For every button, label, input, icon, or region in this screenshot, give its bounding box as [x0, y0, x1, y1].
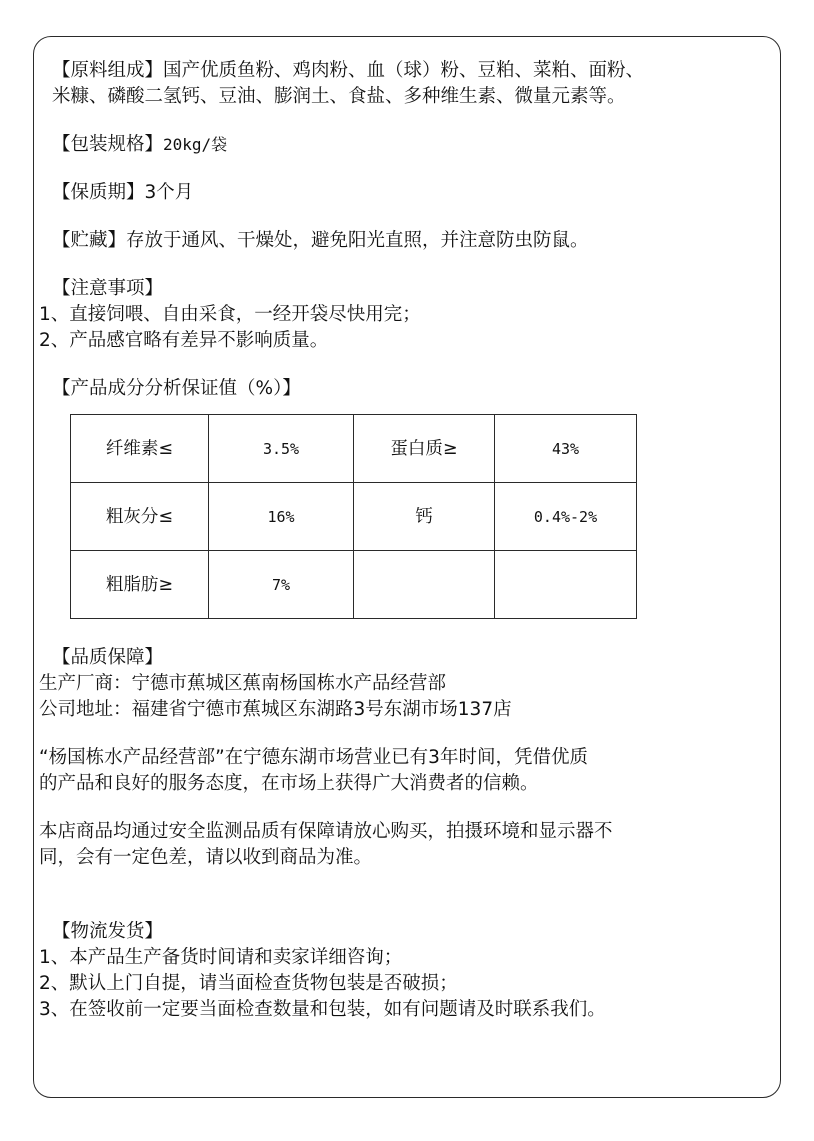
ingredients-title: 【原料组成】	[52, 60, 164, 81]
notes-section	[39, 276, 767, 354]
analysis-table	[70, 414, 637, 619]
notes-item: 2、产品感官略有差异不影响质量。	[39, 330, 329, 351]
table-cell: 16%	[209, 483, 354, 551]
shelf-life-title: 【保质期】	[52, 182, 145, 203]
table-cell: 粗脂肪≥	[71, 551, 209, 619]
table-row	[71, 415, 637, 483]
logistics-section	[39, 919, 767, 1023]
intro-line-1: “杨国栋水产品经营部”在宁德东湖市场营业已有3年时间，凭借优质	[39, 747, 588, 768]
table-cell	[354, 551, 495, 619]
logistics-item: 3、在签收前一定要当面检查数量和包装，如有问题请及时联系我们。	[39, 999, 606, 1020]
analysis-section	[52, 376, 767, 619]
table-cell: 纤维素≤	[71, 415, 209, 483]
quality-section	[39, 645, 767, 723]
ingredients-text-1: 国产优质鱼粉、鸡肉粉、血（球）粉、豆粕、菜粕、面粉、	[163, 60, 645, 81]
table-cell: 粗灰分≤	[71, 483, 209, 551]
table-row	[71, 551, 637, 619]
product-info-content	[39, 58, 767, 1023]
logistics-title: 【物流发货】	[52, 921, 164, 942]
shelf-life-section	[52, 180, 767, 206]
shelf-life-value: 3个月	[144, 182, 194, 203]
disclaimer-section	[39, 819, 767, 871]
storage-section	[52, 228, 767, 254]
storage-title: 【贮藏】	[52, 230, 127, 251]
notes-title: 【注意事项】	[52, 278, 164, 299]
intro-line-2: 的产品和良好的服务态度，在市场上获得广大消费者的信赖。	[39, 773, 539, 794]
table-cell: 43%	[495, 415, 637, 483]
logistics-item: 1、本产品生产备货时间请和卖家详细咨询；	[39, 947, 403, 968]
table-cell	[495, 551, 637, 619]
table-cell: 蛋白质≥	[354, 415, 495, 483]
intro-section	[39, 745, 767, 797]
ingredients-text-2: 米糠、磷酸二氢钙、豆油、膨润土、食盐、多种维生素、微量元素等。	[52, 86, 626, 107]
analysis-title: 【产品成分分析保证值（%）】	[52, 378, 301, 399]
packaging-value: 20kg/袋	[163, 135, 228, 154]
table-cell: 钙	[354, 483, 495, 551]
ingredients-section	[52, 58, 767, 110]
address-line: 公司地址：福建省宁德市蕉城区东湖路3号东湖市场137店	[39, 699, 512, 720]
quality-title: 【品质保障】	[52, 647, 164, 668]
notes-item: 1、直接饲喂、自由采食，一经开袋尽快用完；	[39, 304, 421, 325]
storage-value: 存放于通风、干燥处，避免阳光直照，并注意防虫防鼠。	[126, 230, 589, 251]
packaging-section	[52, 132, 767, 158]
logistics-item: 2、默认上门自提，请当面检查货物包装是否破损；	[39, 973, 458, 994]
disclaimer-line-2: 同，会有一定色差，请以收到商品为准。	[39, 847, 373, 868]
packaging-title: 【包装规格】	[52, 134, 164, 155]
disclaimer-line-1: 本店商品均通过安全监测品质有保障请放心购买，拍摄环境和显示器不	[39, 821, 613, 842]
table-cell: 7%	[209, 551, 354, 619]
ingredients-line-1	[52, 58, 767, 84]
table-cell: 3.5%	[209, 415, 354, 483]
manufacturer-line: 生产厂商：宁德市蕉城区蕉南杨国栋水产品经营部	[39, 673, 447, 694]
table-cell: 0.4%-2%	[495, 483, 637, 551]
table-row	[71, 483, 637, 551]
